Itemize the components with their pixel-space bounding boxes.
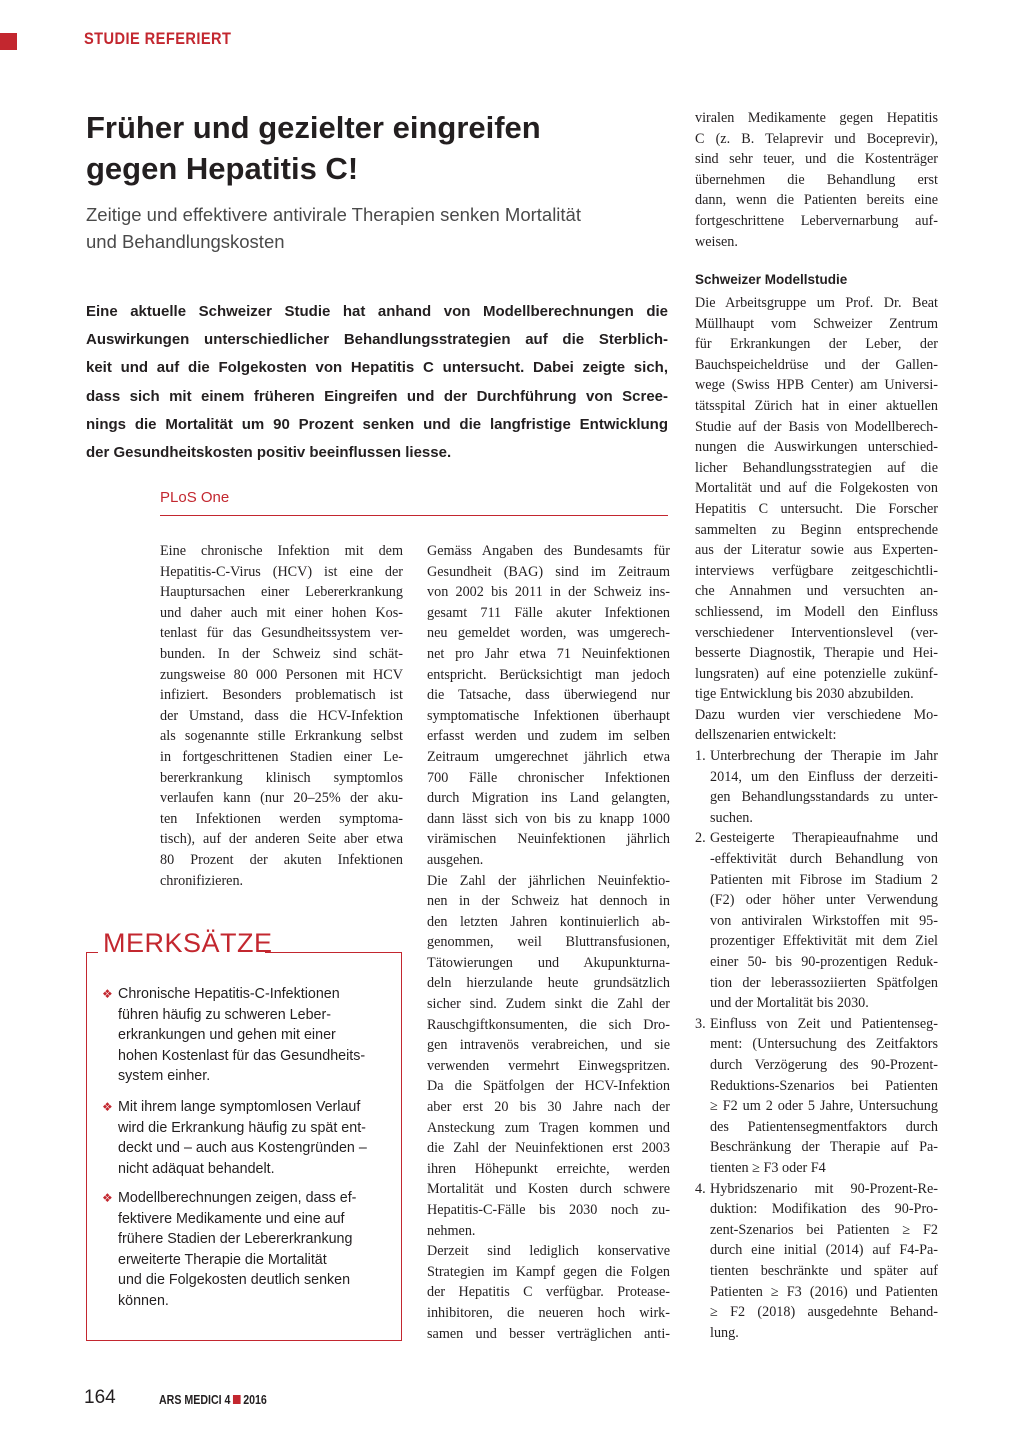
text-line: und daher auch mit einer hohen Kos-	[160, 604, 403, 621]
text-line: zungsweise 80 000 Personen mit HCV	[160, 666, 403, 683]
text-line: die Tatsache, dass überwiegend nur	[427, 687, 670, 704]
text-line: den letzten Jahren kontinuierlich ab-	[427, 913, 670, 930]
text-line: übernehmen die Behandlung erst	[695, 171, 938, 188]
text-line: virämischen Neuinfektionen jährlich	[427, 831, 670, 848]
section-marker	[0, 33, 17, 50]
scenario-line: (F2) oder höher unter Verwendung	[710, 892, 938, 909]
merksatz-line: nicht adäquat behandelt.	[118, 1160, 275, 1177]
merksatz-line: erweiterte Therapie die Mortalität	[118, 1251, 327, 1268]
scenario-line: duktion: Modifikation des 90-Pro-	[710, 1201, 938, 1218]
body-column-3	[695, 293, 938, 1343]
body-column-1	[160, 541, 403, 891]
text-line: Tätowierungen und Akupunkturna-	[427, 954, 670, 971]
scenario-number: 4.	[695, 1180, 706, 1197]
text-line: Müllhaupt vom Schweizer Zentrum	[695, 315, 938, 332]
scenario-line: tienten beschränkte und später auf	[710, 1262, 938, 1279]
text-line: sicher sind. Zudem sinkt die Zahl der	[427, 996, 670, 1013]
text-line: nehmen.	[427, 1222, 476, 1239]
text-line: Strategien im Kampf gegen die Folgen	[427, 1263, 670, 1280]
text-line: genommen, weil Bluttransfusionen,	[427, 934, 670, 951]
text-line: Da die Spätfolgen der HCV-Infektion	[427, 1078, 670, 1095]
text-line: fortgeschrittene Lebervernarbung auf-	[695, 212, 938, 229]
source-divider	[160, 515, 668, 516]
scenario-line: suchen.	[710, 809, 753, 826]
text-line: tisch), auf der anderen Seite aber etwa	[160, 831, 403, 848]
text-line: interviews verfügbare zeitgeschichtli-	[695, 562, 938, 579]
scenario-item	[695, 746, 938, 828]
scenario-line: Gesteigerte Therapieaufnahme und	[710, 830, 938, 847]
scenario-line: durch Verzögerung des 90-Prozent-	[710, 1056, 938, 1073]
text-line: net pro Jahr etwa 71 Neuinfektionen	[427, 645, 670, 662]
merksatz-line: hohen Kostenlast für das Gesundheits-	[118, 1047, 366, 1064]
article-subtitle	[86, 201, 656, 255]
merksatz-line: und die Folgekosten deutlich senken	[118, 1272, 351, 1289]
scenario-line: tion der leberassoziierten Spätfolgen	[710, 974, 938, 991]
text-line: Gesundheit (BAG) sind im Zeitraum	[427, 563, 670, 580]
text-line: Eine chronische Infektion mit dem	[160, 543, 403, 559]
text-line: Mortalität und auf die Folgekosten von	[695, 480, 938, 497]
text-line: verlaufen kann (nur 20–25% der aku-	[160, 790, 403, 807]
scenario-text	[710, 828, 938, 1013]
merksaetze-rule	[86, 952, 98, 953]
text-line: Mortalität und Kosten durch schwere	[427, 1181, 670, 1198]
lead-paragraph	[86, 298, 668, 467]
text-line: Die Arbeitsgruppe um Prof. Dr. Beat	[695, 295, 938, 311]
scenario-line: Unterbrechung der Therapie im Jahr	[710, 748, 938, 765]
scenario-item	[695, 828, 938, 1013]
text-line: 700 Fälle chronischer Infektionen	[427, 769, 670, 786]
title-line: Früher und gezielter eingreifen	[86, 110, 541, 145]
text-line: 80 Prozent der akuten Infektionen	[160, 851, 403, 868]
lead-line: Auswirkungen unterschiedlicher Behandlungsstrategien auf die Sterblich-	[86, 331, 668, 349]
text-line: infiziert. Besonders problematisch ist	[160, 687, 403, 704]
text-line: aber erst 20 bis 30 Jahre nach der	[427, 1099, 670, 1116]
text-line: gesamt 711 Fälle akuter Infektionen	[427, 604, 670, 621]
text-line: von 2002 bis 2011 in der Schweiz ins-	[427, 584, 670, 601]
page-number: 164	[84, 1387, 116, 1408]
text-line: Hepatitis C untersucht. Die Forscher	[695, 500, 938, 517]
text-line: dann, wenn die Patienten bereits eine	[695, 192, 938, 209]
journal-name: ARS MEDICI 4	[159, 1393, 231, 1407]
text-line: che Annahmen und versuchten an-	[695, 583, 938, 600]
subtitle-line: Zeitige und effektivere antivirale Therapien senken Mortalität	[86, 204, 581, 225]
text-line: nungen die Auswirkungen unterschied-	[695, 439, 938, 456]
merksatz-line: frühere Stadien der Lebererkrankung	[118, 1231, 353, 1248]
merksatz-line: fektivere Medikamente und eine auf	[118, 1210, 345, 1227]
lead-line: Eine aktuelle Schweizer Studie hat anhand von Modellberechnungen die	[86, 303, 668, 320]
text-line: neu gemeldet worden, was umgerech-	[427, 625, 670, 642]
scenario-line: prozentiger Effektivität mit dem Ziel	[710, 933, 938, 950]
section-label: STUDIE REFERIERT	[84, 29, 232, 48]
source-label: PLoS One	[160, 489, 230, 506]
scenario-item	[695, 1014, 938, 1179]
scenario-line: Einfluss von Zeit und Patientenseg-	[710, 1015, 938, 1032]
scenario-line: ≥ F2 (2018) ausgedehnte Behand-	[710, 1304, 938, 1321]
text-line: Hepatitis-C-Virus (HCV) ist eine der	[160, 563, 403, 580]
text-line: Ansteckung zum Tragen kommen und	[427, 1119, 670, 1136]
text-line: dann lässt sich von bis zu knapp 1000	[427, 810, 670, 827]
text-line: Bauchspeicheldrüse und der Gallen-	[695, 356, 938, 373]
text-line: weisen.	[695, 233, 738, 250]
scenario-line: ment: (Untersuchung des Zeitfaktors	[710, 1036, 938, 1053]
merksatz-line: führen häufig zu schweren Leber-	[118, 1006, 331, 1023]
lead-line: der Gesundheitskosten positiv beeinflussen liesse.	[86, 444, 452, 462]
text-line: erfasst werden und zudem im selben	[427, 728, 670, 745]
text-line: aus der Literatur sowie aus Experten-	[695, 542, 938, 559]
square-separator-icon	[233, 1395, 241, 1404]
scenario-item	[695, 1179, 938, 1344]
text-line: besserte Diagnostik, Therapie und Hei-	[695, 645, 938, 662]
scenario-line: Reduktions-Szenarios bei Patienten	[710, 1077, 938, 1094]
text-line: Zeitraum umgerechnet jährlich etwa	[427, 748, 670, 765]
text-line: bunden. In der Schweiz sind schät-	[160, 645, 403, 662]
text-line: gen intravenös verabreichen, und sie	[427, 1037, 670, 1054]
text-line: durch Migration ins Land gelangten,	[427, 790, 670, 807]
scenario-text	[710, 1179, 938, 1344]
text-line: Rauschgiftkonsumenten, die sich Dro-	[427, 1016, 670, 1033]
merksatz-line: system einher.	[118, 1068, 211, 1085]
merksatz-line: erkrankungen und gehen mit einer	[118, 1027, 336, 1044]
text-line: verwenden vermehrt Einwegspritzen.	[427, 1057, 670, 1074]
merksatz-line: wird die Erkrankung häufig zu spät ent-	[118, 1119, 366, 1136]
text-line: symptomatische Infektionen überhaupt	[427, 707, 670, 724]
scenario-line: von antiviralen Wirkstoffen mit 95-	[710, 912, 938, 929]
merksatz-line: Modellberechnungen zeigen, dass ef-	[118, 1190, 357, 1206]
scenario-number: 3.	[695, 1015, 706, 1032]
scenario-line: Beschränkung der Therapie auf Pa-	[710, 1139, 938, 1156]
merksatz-line: können.	[118, 1292, 169, 1309]
scenario-line: gen Behandlungsstandards zu unter-	[710, 789, 938, 806]
scenario-line: durch eine initial (2014) auf F4-Pa-	[710, 1242, 938, 1259]
merksatz-line: Chronische Hepatitis-C-Infektionen	[118, 986, 340, 1002]
text-line: tenlast für das Gesundheitssystem ver-	[160, 625, 403, 642]
text-line: ausgehen.	[427, 851, 484, 868]
text-line: der Umstand, dass die HCV-Infektion	[160, 707, 403, 724]
text-line: C (z. B. Telaprevir und Boceprevir),	[695, 130, 938, 147]
text-line: Dazu wurden vier verschiedene Mo-	[695, 706, 938, 723]
lead-line: keit und auf die Folgekosten von Hepatitis C untersucht. Dabei zeigte sich,	[86, 359, 668, 377]
text-line: nen in der Schweiz hat dennoch in	[427, 893, 670, 910]
text-line: tige Entwicklung bis 2030 abzubilden.	[695, 686, 914, 703]
lead-line: nings die Mortalität um 90 Prozent senken und die langfristige Entwicklung	[86, 415, 668, 433]
scenario-line: Patienten ≥ F3 (2016) und Patienten	[710, 1283, 938, 1300]
scenario-line: 2014, um den Einfluss der derzeiti-	[710, 768, 938, 785]
subtitle-line: und Behandlungskosten	[86, 231, 285, 252]
lead-line: dass sich mit einem früheren Eingreifen und der Durchführung von Scree-	[86, 387, 668, 405]
text-line: ihren Höhepunkt erreichte, werden	[427, 1160, 670, 1177]
scenario-line: einer 50- bis 90-prozentigen Reduk-	[710, 954, 938, 970]
text-line: als sogenannte stille Erkrankung selbst	[160, 728, 403, 745]
text-line: sammelten zu Beginn entsprechende	[695, 521, 938, 538]
text-line: Hepatitis-C-Fälle bis 2030 noch zu-	[427, 1202, 670, 1218]
article-title	[86, 107, 646, 189]
text-line: der Hepatitis C verfügbar. Protease-	[427, 1284, 670, 1301]
text-line: samen und besser verträglichen anti-	[427, 1325, 670, 1342]
text-line: Gemäss Angaben des Bundesamts für	[427, 543, 670, 559]
scenario-line: lung.	[710, 1324, 739, 1341]
text-line: Derzeit sind lediglich konservative	[427, 1243, 670, 1260]
text-line: chronifizieren.	[160, 872, 244, 889]
diamond-bullet-icon: ❖	[102, 1191, 113, 1205]
title-line: gegen Hepatitis C!	[86, 151, 359, 186]
merksaetze-title: MERKSÄTZE	[103, 928, 273, 958]
text-line: Studie auf der Basis von Modellberech-	[695, 418, 938, 435]
text-line: tätsspital Zürich hat in einer aktuellen	[695, 397, 938, 414]
text-line: deln hierzulande heute grundsätzlich	[427, 975, 670, 992]
text-line: sind sehr teuer, und die Kostenträger	[695, 151, 938, 168]
text-line: Die Zahl der jährlichen Neuinfektio-	[427, 872, 670, 889]
text-line: dellszenarien entwickelt:	[695, 727, 837, 744]
section-heading: Schweizer Modellstudie	[695, 272, 848, 287]
text-line: viralen Medikamente gegen Hepatitis	[695, 110, 938, 126]
text-line: bererkrankung klinisch symptomlos	[160, 769, 403, 786]
merksaetze-rule	[265, 952, 402, 953]
scenario-text	[710, 1014, 938, 1179]
diamond-bullet-icon: ❖	[102, 1100, 113, 1114]
journal-year: 2016	[243, 1393, 267, 1407]
text-line: die Zahl der Neuinfektionen erst 2003	[427, 1140, 670, 1157]
body-column-2	[427, 541, 670, 1344]
text-line: lungsraten) auf eine potenzielle zukünf-	[695, 665, 938, 682]
merksatz-line: Mit ihrem lange symptomlosen Verlauf	[118, 1099, 361, 1115]
merksatz-line: deckt und – auch aus Kostengründen –	[118, 1140, 367, 1157]
text-line: in fortgeschrittenen Stadien einer Le-	[160, 748, 403, 765]
scenario-text	[710, 746, 938, 828]
text-line: entspricht. Berücksichtigt man jedoch	[427, 666, 670, 683]
text-line: wege (Swiss HPB Center) am Universi-	[695, 377, 938, 394]
merksatz-item	[102, 1188, 356, 1312]
text-line: für Erkrankungen der Leber, der	[695, 336, 938, 353]
text-line: schliessend, im Modell den Einfluss	[695, 603, 938, 620]
body-column-3-top	[695, 108, 938, 252]
text-line: ten Infektionen werden symptoma-	[160, 810, 403, 827]
scenario-line: des Patientensegmentfaktors durch	[710, 1118, 938, 1135]
scenario-line: zent-Szenarios bei Patienten ≥ F2	[710, 1221, 938, 1238]
merksatz-item	[102, 984, 365, 1087]
text-line: Hauptursachen einer Lebererkrankung	[160, 584, 403, 601]
diamond-bullet-icon: ❖	[102, 987, 113, 1001]
scenario-number: 1.	[695, 748, 706, 765]
text-line: licher Behandlungsstrategien auf die	[695, 459, 938, 476]
text-line: verschiedener Interventionslevel (ver-	[695, 624, 938, 641]
scenario-line: -effektivität durch Behandlung von	[710, 851, 938, 868]
scenario-line: tienten ≥ F3 oder F4	[710, 1159, 826, 1176]
journal-footer	[159, 1393, 267, 1407]
merksatz-item	[102, 1097, 367, 1179]
scenario-line: und der Mortalität bis 2030.	[710, 995, 869, 1012]
text-line: inhibitoren, die neueren hoch wirk-	[427, 1304, 670, 1321]
scenario-line: ≥ F2 um 2 oder 5 Jahre, Untersuchung	[710, 1098, 938, 1115]
scenario-line: Patienten mit Fibrose im Stadium 2	[710, 871, 938, 888]
scenario-line: Hybridszenario mit 90-Prozent-Re-	[710, 1180, 938, 1197]
scenario-number: 2.	[695, 830, 706, 847]
